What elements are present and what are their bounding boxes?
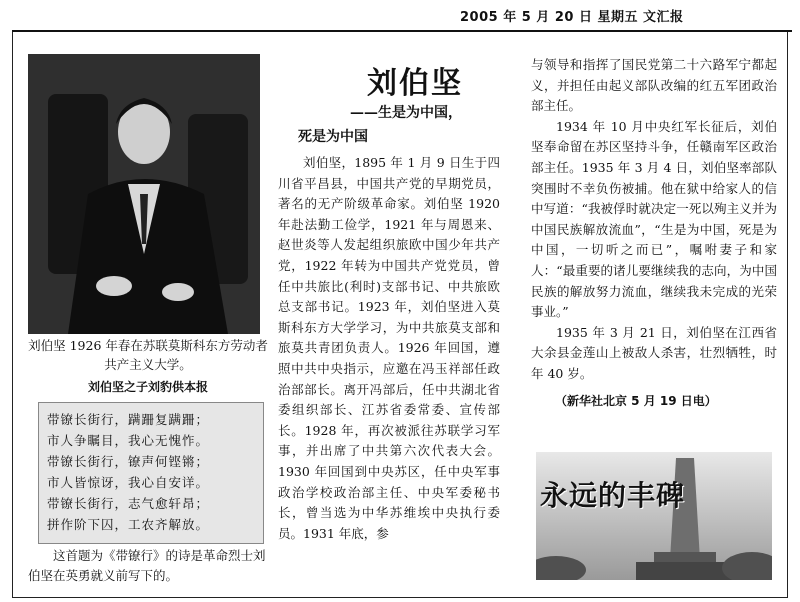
- poem-line: 带镣长街行，镣声何铿锵；: [47, 454, 210, 469]
- article-paragraph: 1934 年 10 月中央红军长征后，刘伯坚奉命留在苏区坚持斗争，任赣南军区政治部主任。1935 年 3 月 4 日，刘伯坚率部队突围时不幸负伤被捕。他在狱中给家人的信中写道：“我被俘时就决定一死以殉主义并为中国民族解放流血”，“生是为中国，死是为中国，一切听之而已”，嘱咐妻子和家人：“最重要的诸儿要继续我的志向，为中国民族的解放努力流血，继续我未完成的光荣事业。”: [531, 118, 777, 320]
- article-column-1: [278, 153, 500, 544]
- poem-box: [38, 402, 264, 544]
- article-paragraph: 与领导和指挥了国民党第二十六路军宁都起义，并担任由起义部队改编的红五军团政治部主任。: [531, 57, 777, 114]
- article-subtitle-line2: 死是为中国: [298, 129, 368, 145]
- poem-line: 市人皆惊讶，我心自安详。: [47, 475, 210, 490]
- monument-image: [536, 452, 772, 580]
- poem-line: 带镣长街行，蹒跚复蹒跚；: [47, 412, 210, 427]
- article-paragraph: 刘伯坚，1895 年 1 月 9 日生于四川省平昌县，中国共产党的早期党员，著名的无产阶级革命家。刘伯坚 1920 年赴法勤工俭学，1921 年与周恩来、赵世炎等人发起组织旅欧中国少年共产党，1922 年转为中国共产党党员，曾任中共旅比(利时)支部书记、中共旅欧总支部书记。1923 年，刘伯坚进入莫斯科东方大学学习，为中共旅莫支部和旅莫共青团负责人。1926 年回国，遵照中共中央指示，应邀在冯玉祥部任政治部部长。离开冯部后，任中共湖北省委组织部长、江苏省委常委、宣传部长。1928 年，再次被派往苏联学习军事，并出席了中共第六次代表大会。1930 年回国到中央苏区，任中央军事政治学校政治部主任、中央军委秘书长，曾当选为中华苏维埃中央执行委员。1931 年底，参: [278, 155, 500, 541]
- monument-title: 永远的丰碑: [540, 479, 686, 512]
- poem-line: 拼作阶下囚，工农齐解放。: [47, 517, 210, 532]
- poem-line: 市人争瞩目，我心无愧怍。: [47, 433, 210, 448]
- newspaper-masthead: 2005 年 5 月 20 日 星期五 文汇报: [460, 10, 684, 25]
- portrait-photo: [28, 54, 260, 334]
- poem-note: 这首题为《带镣行》的诗是革命烈士刘伯坚在英勇就义前写下的。: [28, 548, 266, 583]
- article-subtitle-line1: ——生是为中国，: [350, 105, 462, 121]
- photo-credit: 刘伯坚之子刘豹供本报: [87, 380, 208, 394]
- poem-line: 带镣长街行，志气愈轩昂；: [47, 496, 210, 511]
- news-source: （新华社北京 5 月 19 日电）: [555, 393, 717, 408]
- photo-caption: 刘伯坚 1926 年春在苏联莫斯科东方劳动者共产主义大学。: [28, 338, 268, 372]
- article-title: 刘伯坚: [367, 66, 463, 101]
- article-column-2: [531, 55, 777, 411]
- article-paragraph: 1935 年 3 月 21 日，刘伯坚在江西省大余县金莲山上被敌人杀害，壮烈牺牲，时年 40 岁。: [531, 324, 777, 381]
